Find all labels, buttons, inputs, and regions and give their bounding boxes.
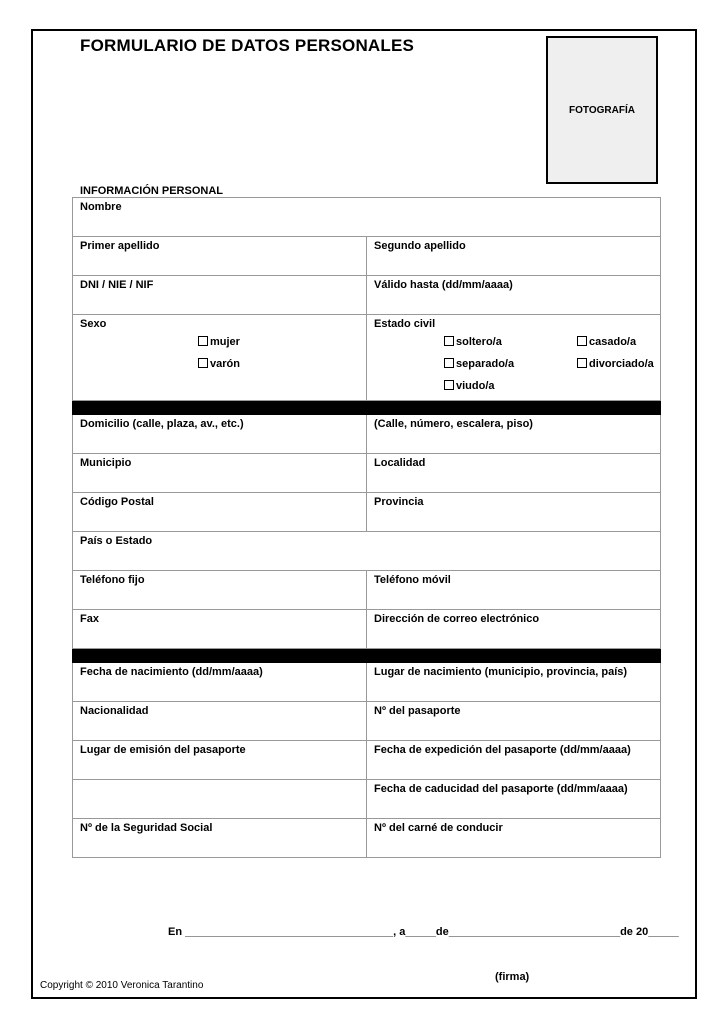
section-divider xyxy=(73,401,661,415)
field-seguridad-social[interactable] xyxy=(73,819,367,858)
field-label: Provincia xyxy=(374,496,424,508)
field-label: Válido hasta (dd/mm/aaaa) xyxy=(374,279,513,291)
field-label: Nº del pasaporte xyxy=(374,705,461,717)
field-estado-civil xyxy=(367,315,661,401)
field-pais[interactable] xyxy=(73,532,661,571)
field-label: Teléfono fijo xyxy=(80,574,145,586)
field-pasaporte[interactable] xyxy=(367,702,661,741)
field-fecha-nacimiento[interactable] xyxy=(73,663,367,702)
copyright-text: Copyright © 2010 Veronica Tarantino xyxy=(40,980,204,991)
field-label: Localidad xyxy=(374,457,426,469)
field-valido-hasta[interactable] xyxy=(367,276,661,315)
field-provincia[interactable] xyxy=(367,493,661,532)
checkbox-icon xyxy=(444,380,454,390)
checkbox-soltero[interactable] xyxy=(444,336,502,348)
checkbox-icon xyxy=(198,336,208,346)
option-label: varón xyxy=(210,358,240,370)
field-lugar-nacimiento[interactable] xyxy=(367,663,661,702)
field-carne-conducir[interactable] xyxy=(367,819,661,858)
field-sexo xyxy=(73,315,367,401)
field-fecha-caducidad[interactable] xyxy=(367,780,661,819)
field-label: Primer apellido xyxy=(80,240,160,252)
field-label: Fecha de nacimiento (dd/mm/aaaa) xyxy=(80,666,263,678)
field-codigo-postal[interactable] xyxy=(73,493,367,532)
field-nacionalidad[interactable] xyxy=(73,702,367,741)
field-email[interactable] xyxy=(367,610,661,649)
checkbox-divorciado[interactable] xyxy=(577,358,654,370)
field-segundo-apellido[interactable] xyxy=(367,237,661,276)
checkbox-icon xyxy=(577,336,587,346)
field-label: Teléfono móvil xyxy=(374,574,451,586)
field-label: Domicilio (calle, plaza, av., etc.) xyxy=(80,418,244,430)
option-label: casado/a xyxy=(589,336,637,348)
field-label: Nº de la Seguridad Social xyxy=(80,822,213,834)
field-telefono-movil[interactable] xyxy=(367,571,661,610)
field-label: Fax xyxy=(80,613,99,625)
section-label: INFORMACIÓN PERSONAL xyxy=(80,185,223,197)
field-label: País o Estado xyxy=(80,535,153,547)
checkbox-viudo[interactable] xyxy=(444,380,495,392)
field-label: Fecha de caducidad del pasaporte (dd/mm/aaaa) xyxy=(374,783,628,795)
checkbox-icon xyxy=(444,358,454,368)
option-label: mujer xyxy=(210,336,240,348)
photo-label: FOTOGRAFÍA xyxy=(569,104,635,116)
checkbox-icon xyxy=(198,358,208,368)
field-dni[interactable] xyxy=(73,276,367,315)
field-label: Municipio xyxy=(80,457,132,469)
field-municipio[interactable] xyxy=(73,454,367,493)
field-label: DNI / NIE / NIF xyxy=(80,279,154,291)
signature-line[interactable]: En __________________________________, a_____de____________________________de 20_____ xyxy=(168,926,679,938)
field-label: Nombre xyxy=(80,201,122,213)
signature-label: (firma) xyxy=(495,971,530,983)
field-label: Nº del carné de conducir xyxy=(374,822,503,834)
photo-box[interactable] xyxy=(546,36,658,184)
field-localidad[interactable] xyxy=(367,454,661,493)
field-empty[interactable] xyxy=(73,780,367,819)
field-label: Lugar de nacimiento (municipio, provincia, país) xyxy=(374,666,628,678)
section-divider xyxy=(73,649,661,663)
field-domicilio[interactable] xyxy=(73,415,367,454)
option-label: viudo/a xyxy=(456,380,495,392)
field-label: Estado civil xyxy=(374,318,436,330)
checkbox-casado[interactable] xyxy=(577,336,636,348)
checkbox-varon[interactable] xyxy=(198,358,240,370)
field-fax[interactable] xyxy=(73,610,367,649)
checkbox-separado[interactable] xyxy=(444,358,514,370)
field-label: Sexo xyxy=(80,318,107,330)
option-label: divorciado/a xyxy=(589,358,654,370)
field-fecha-expedicion[interactable] xyxy=(367,741,661,780)
option-label: soltero/a xyxy=(456,336,502,348)
field-lugar-emision[interactable] xyxy=(73,741,367,780)
field-label: Dirección de correo electrónico xyxy=(374,613,540,625)
field-label: Lugar de emisión del pasaporte xyxy=(80,744,246,756)
field-label: Código Postal xyxy=(80,496,154,508)
checkbox-icon xyxy=(577,358,587,368)
form-title: FORMULARIO DE DATOS PERSONALES xyxy=(80,36,415,55)
field-label: (Calle, número, escalera, piso) xyxy=(374,418,533,430)
field-telefono-fijo[interactable] xyxy=(73,571,367,610)
field-nombre[interactable] xyxy=(73,198,661,237)
checkbox-mujer[interactable] xyxy=(198,336,240,348)
option-label: separado/a xyxy=(456,358,515,370)
field-calle[interactable] xyxy=(367,415,661,454)
field-primer-apellido[interactable] xyxy=(73,237,367,276)
field-label: Fecha de expedición del pasaporte (dd/mm/aaaa) xyxy=(374,744,631,756)
field-label: Segundo apellido xyxy=(374,240,466,252)
personal-data-table xyxy=(72,197,661,858)
field-label: Nacionalidad xyxy=(80,705,149,717)
checkbox-icon xyxy=(444,336,454,346)
